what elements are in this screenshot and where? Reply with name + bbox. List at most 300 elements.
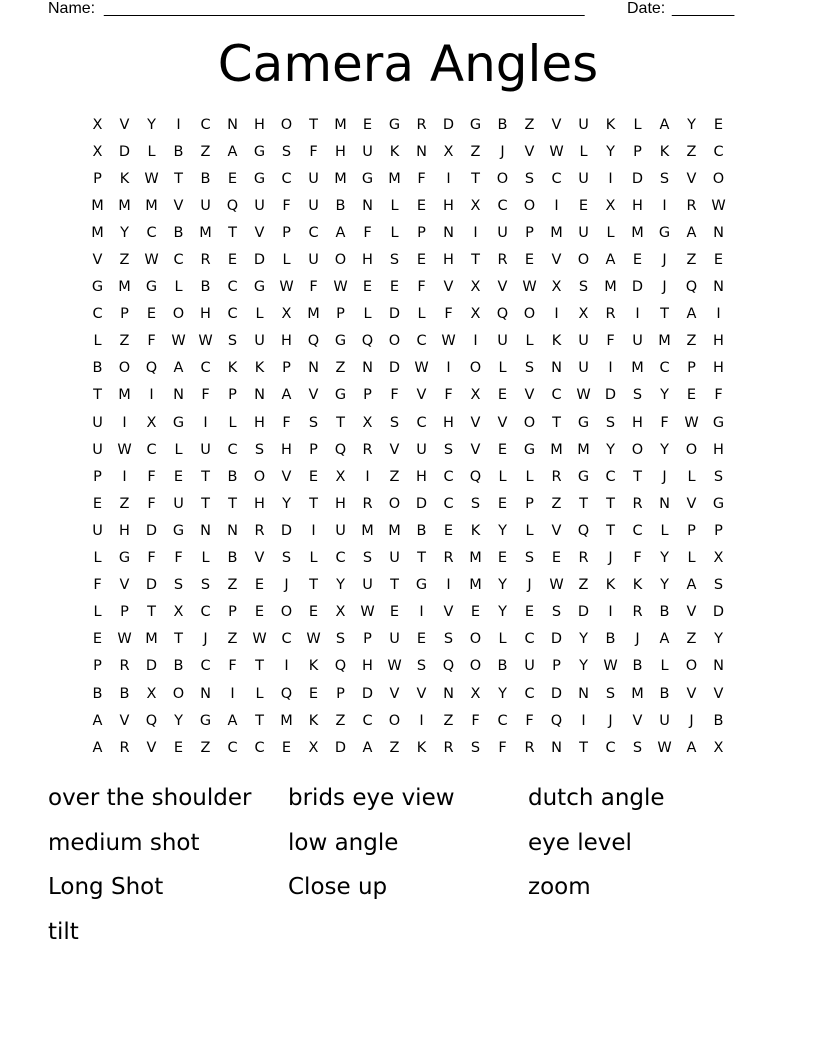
grid-letter[interactable]: R (605, 306, 616, 323)
grid-letter[interactable]: U (578, 333, 589, 350)
grid-letter[interactable]: W (144, 252, 159, 269)
grid-letter[interactable]: V (524, 143, 535, 160)
grid-letter[interactable]: T (417, 550, 426, 567)
grid-letter[interactable]: Z (686, 143, 697, 160)
grid-letter[interactable]: G (658, 224, 671, 241)
grid-letter[interactable]: U (254, 197, 265, 214)
grid-letter[interactable]: L (228, 414, 237, 431)
grid-letter[interactable]: P (336, 306, 345, 323)
grid-letter[interactable]: D (577, 604, 590, 621)
grid-letter[interactable]: T (174, 170, 183, 187)
grid-letter[interactable]: M (118, 387, 131, 404)
grid-letter[interactable]: C (173, 252, 184, 269)
grid-letter[interactable]: B (605, 631, 616, 648)
grid-letter[interactable]: M (145, 631, 158, 648)
grid-letter[interactable]: L (660, 658, 669, 675)
grid-letter[interactable]: K (227, 360, 238, 377)
grid-letter[interactable]: U (335, 522, 346, 539)
grid-letter[interactable]: V (119, 577, 130, 594)
grid-letter[interactable]: T (660, 306, 669, 323)
grid-letter[interactable]: P (417, 224, 426, 241)
grid-letter[interactable]: M (604, 279, 617, 296)
grid-letter[interactable]: E (173, 468, 184, 485)
grid-letter[interactable]: M (118, 197, 131, 214)
grid-letter[interactable]: D (442, 116, 455, 133)
grid-letter[interactable]: W (549, 143, 564, 160)
grid-letter[interactable]: K (632, 577, 643, 594)
grid-letter[interactable]: L (525, 468, 534, 485)
grid-letter[interactable]: G (334, 333, 347, 350)
grid-letter[interactable]: Q (361, 333, 374, 350)
grid-letter[interactable]: K (551, 333, 562, 350)
grid-letter[interactable]: S (281, 143, 292, 160)
grid-letter[interactable]: R (443, 550, 454, 567)
grid-letter[interactable]: S (200, 577, 211, 594)
grid-letter[interactable]: O (469, 360, 482, 377)
grid-letter[interactable]: B (200, 279, 211, 296)
grid-letter[interactable]: Y (660, 387, 669, 404)
grid-letter[interactable]: Q (145, 712, 158, 729)
grid-letter[interactable]: G (145, 279, 158, 296)
grid-letter[interactable]: J (662, 279, 667, 296)
grid-letter[interactable]: T (309, 495, 318, 512)
grid-letter[interactable]: N (227, 116, 238, 133)
grid-letter[interactable]: G (172, 522, 185, 539)
grid-letter[interactable]: O (712, 170, 725, 187)
grid-letter[interactable]: X (362, 414, 373, 431)
grid-letter[interactable]: G (253, 170, 266, 187)
grid-letter[interactable]: S (524, 170, 535, 187)
grid-letter[interactable]: O (118, 360, 131, 377)
grid-letter[interactable]: O (496, 170, 509, 187)
grid-letter[interactable]: O (388, 333, 401, 350)
grid-letter[interactable]: P (120, 604, 129, 621)
grid-letter[interactable]: O (631, 441, 644, 458)
grid-letter[interactable]: F (390, 387, 399, 404)
grid-letter[interactable]: C (146, 224, 157, 241)
grid-letter[interactable]: Z (119, 333, 130, 350)
grid-letter[interactable]: N (254, 387, 265, 404)
grid-letter[interactable]: W (279, 279, 294, 296)
grid-letter[interactable]: T (228, 495, 237, 512)
grid-letter[interactable]: X (470, 387, 481, 404)
grid-letter[interactable]: X (470, 197, 481, 214)
grid-letter[interactable]: F (309, 279, 318, 296)
grid-letter[interactable]: L (606, 224, 615, 241)
grid-letter[interactable]: E (362, 279, 373, 296)
grid-letter[interactable]: I (122, 414, 127, 431)
grid-letter[interactable]: B (119, 685, 130, 702)
grid-letter[interactable]: X (146, 685, 157, 702)
grid-letter[interactable]: G (577, 468, 590, 485)
grid-letter[interactable]: E (227, 252, 238, 269)
grid-letter[interactable]: T (228, 224, 237, 241)
grid-letter[interactable]: C (281, 631, 292, 648)
grid-letter[interactable]: M (550, 224, 563, 241)
grid-letter[interactable]: F (660, 414, 669, 431)
grid-letter[interactable]: G (388, 116, 401, 133)
grid-letter[interactable]: R (551, 468, 562, 485)
grid-letter[interactable]: U (200, 197, 211, 214)
grid-letter[interactable]: B (659, 685, 670, 702)
grid-letter[interactable]: C (281, 170, 292, 187)
grid-letter[interactable]: G (118, 550, 131, 567)
grid-letter[interactable]: T (471, 170, 480, 187)
grid-letter[interactable]: O (469, 658, 482, 675)
grid-letter[interactable]: A (686, 577, 697, 594)
grid-letter[interactable]: A (92, 739, 103, 756)
grid-letter[interactable]: U (497, 224, 508, 241)
grid-letter[interactable]: R (416, 116, 427, 133)
grid-letter[interactable]: S (713, 577, 724, 594)
grid-letter[interactable]: Y (579, 631, 588, 648)
grid-letter[interactable]: D (604, 387, 617, 404)
grid-letter[interactable]: E (713, 116, 724, 133)
grid-letter[interactable]: C (524, 631, 535, 648)
grid-letter[interactable]: Z (200, 739, 211, 756)
grid-letter[interactable]: E (416, 197, 427, 214)
grid-letter[interactable]: F (714, 387, 723, 404)
grid-letter[interactable]: C (200, 360, 211, 377)
grid-letter[interactable]: V (254, 550, 265, 567)
grid-letter[interactable]: J (284, 577, 289, 594)
name-field[interactable]: ______________________________________________________ (104, 0, 585, 17)
grid-letter[interactable]: I (473, 224, 478, 241)
grid-letter[interactable]: I (446, 577, 451, 594)
grid-letter[interactable]: W (657, 739, 672, 756)
grid-letter[interactable]: T (552, 414, 561, 431)
grid-letter[interactable]: R (632, 495, 643, 512)
grid-letter[interactable]: N (713, 279, 724, 296)
grid-letter[interactable]: A (659, 116, 670, 133)
grid-letter[interactable]: Z (524, 116, 535, 133)
grid-letter[interactable]: H (200, 306, 211, 323)
grid-letter[interactable]: Q (280, 685, 293, 702)
grid-letter[interactable]: F (228, 658, 237, 675)
grid-letter[interactable]: B (497, 116, 508, 133)
grid-letter[interactable]: S (524, 360, 535, 377)
grid-letter[interactable]: C (524, 685, 535, 702)
grid-letter[interactable]: R (443, 739, 454, 756)
grid-letter[interactable]: X (470, 306, 481, 323)
grid-letter[interactable]: A (173, 360, 184, 377)
grid-letter[interactable]: R (119, 739, 130, 756)
grid-letter[interactable]: P (633, 143, 642, 160)
grid-letter[interactable]: T (633, 468, 642, 485)
grid-letter[interactable]: P (363, 631, 372, 648)
grid-letter[interactable]: G (91, 279, 104, 296)
grid-letter[interactable]: J (608, 712, 613, 729)
grid-letter[interactable]: H (416, 468, 427, 485)
grid-letter[interactable]: Y (498, 604, 507, 621)
grid-letter[interactable]: C (605, 468, 616, 485)
grid-letter[interactable]: I (635, 306, 640, 323)
grid-letter[interactable]: V (308, 387, 319, 404)
grid-letter[interactable]: D (631, 170, 644, 187)
grid-letter[interactable]: B (497, 658, 508, 675)
grid-letter[interactable]: F (525, 712, 534, 729)
grid-letter[interactable]: D (253, 252, 266, 269)
grid-letter[interactable]: I (122, 468, 127, 485)
grid-letter[interactable]: I (554, 197, 559, 214)
grid-letter[interactable]: F (201, 387, 210, 404)
grid-letter[interactable]: W (117, 631, 132, 648)
grid-letter[interactable]: R (362, 495, 373, 512)
grid-letter[interactable]: M (550, 441, 563, 458)
grid-letter[interactable]: R (524, 739, 535, 756)
grid-letter[interactable]: U (92, 522, 103, 539)
grid-letter[interactable]: U (389, 631, 400, 648)
grid-letter[interactable]: W (684, 414, 699, 431)
grid-letter[interactable]: E (524, 252, 535, 269)
grid-letter[interactable]: I (608, 360, 613, 377)
grid-letter[interactable]: S (470, 495, 481, 512)
grid-letter[interactable]: M (388, 522, 401, 539)
grid-letter[interactable]: H (119, 522, 130, 539)
grid-letter[interactable]: U (389, 550, 400, 567)
grid-letter[interactable]: G (415, 577, 428, 594)
grid-letter[interactable]: V (713, 685, 724, 702)
grid-letter[interactable]: K (605, 577, 616, 594)
grid-letter[interactable]: W (711, 197, 726, 214)
grid-letter[interactable]: M (145, 197, 158, 214)
grid-letter[interactable]: V (686, 604, 697, 621)
grid-letter[interactable]: N (659, 495, 670, 512)
grid-letter[interactable]: O (334, 252, 347, 269)
grid-letter[interactable]: T (579, 495, 588, 512)
grid-letter[interactable]: A (362, 739, 373, 756)
grid-letter[interactable]: Y (498, 577, 507, 594)
grid-letter[interactable]: C (551, 170, 562, 187)
grid-letter[interactable]: T (201, 495, 210, 512)
grid-letter[interactable]: G (334, 387, 347, 404)
grid-letter[interactable]: C (605, 739, 616, 756)
grid-letter[interactable]: E (497, 550, 508, 567)
grid-letter[interactable]: H (443, 414, 454, 431)
grid-letter[interactable]: S (524, 550, 535, 567)
grid-letter[interactable]: E (713, 252, 724, 269)
grid-letter[interactable]: O (577, 252, 590, 269)
grid-letter[interactable]: M (280, 712, 293, 729)
grid-letter[interactable]: T (255, 658, 264, 675)
grid-letter[interactable]: P (336, 685, 345, 702)
grid-letter[interactable]: E (92, 631, 103, 648)
grid-letter[interactable]: T (93, 387, 102, 404)
grid-letter[interactable]: S (659, 170, 670, 187)
grid-letter[interactable]: V (632, 712, 643, 729)
grid-letter[interactable]: C (146, 441, 157, 458)
grid-letter[interactable]: T (606, 495, 615, 512)
grid-letter[interactable]: O (523, 414, 536, 431)
grid-letter[interactable]: Y (660, 550, 669, 567)
grid-letter[interactable]: X (92, 116, 103, 133)
grid-letter[interactable]: U (578, 116, 589, 133)
grid-letter[interactable]: K (470, 522, 481, 539)
grid-letter[interactable]: E (308, 685, 319, 702)
grid-letter[interactable]: D (550, 685, 563, 702)
grid-letter[interactable]: X (443, 143, 454, 160)
grid-letter[interactable]: N (443, 685, 454, 702)
grid-letter[interactable]: L (687, 550, 696, 567)
grid-letter[interactable]: L (417, 306, 426, 323)
grid-letter[interactable]: I (608, 170, 613, 187)
grid-letter[interactable]: E (254, 577, 265, 594)
grid-letter[interactable]: R (254, 522, 265, 539)
grid-letter[interactable]: W (603, 658, 618, 675)
grid-letter[interactable]: V (92, 252, 103, 269)
grid-letter[interactable]: H (362, 658, 373, 675)
grid-letter[interactable]: K (389, 143, 400, 160)
grid-letter[interactable]: V (470, 441, 481, 458)
grid-letter[interactable]: K (254, 360, 265, 377)
grid-letter[interactable]: A (335, 224, 346, 241)
grid-letter[interactable]: W (414, 360, 429, 377)
grid-letter[interactable]: M (199, 224, 212, 241)
grid-letter[interactable]: T (309, 577, 318, 594)
grid-letter[interactable]: H (254, 414, 265, 431)
grid-letter[interactable]: K (119, 170, 130, 187)
grid-letter[interactable]: C (497, 712, 508, 729)
grid-letter[interactable]: U (92, 441, 103, 458)
grid-letter[interactable]: V (119, 116, 130, 133)
grid-letter[interactable]: Q (469, 468, 482, 485)
grid-letter[interactable]: E (497, 387, 508, 404)
grid-letter[interactable]: T (147, 604, 156, 621)
grid-letter[interactable]: T (579, 739, 588, 756)
grid-letter[interactable]: C (200, 604, 211, 621)
grid-letter[interactable]: M (91, 224, 104, 241)
date-field[interactable]: _______ (672, 0, 735, 17)
grid-letter[interactable]: X (470, 279, 481, 296)
grid-letter[interactable]: H (362, 252, 373, 269)
grid-letter[interactable]: M (631, 685, 644, 702)
grid-letter[interactable]: P (687, 522, 696, 539)
grid-letter[interactable]: G (253, 143, 266, 160)
grid-letter[interactable]: T (201, 468, 210, 485)
grid-letter[interactable]: V (524, 387, 535, 404)
grid-letter[interactable]: E (578, 197, 589, 214)
grid-letter[interactable]: V (443, 604, 454, 621)
grid-letter[interactable]: Y (687, 116, 696, 133)
grid-letter[interactable]: U (200, 441, 211, 458)
grid-letter[interactable]: E (389, 604, 400, 621)
grid-letter[interactable]: T (255, 712, 264, 729)
grid-letter[interactable]: I (365, 468, 370, 485)
grid-letter[interactable]: F (309, 143, 318, 160)
grid-letter[interactable]: L (147, 143, 156, 160)
grid-letter[interactable]: U (578, 170, 589, 187)
grid-letter[interactable]: D (145, 658, 158, 675)
grid-letter[interactable]: I (446, 360, 451, 377)
grid-letter[interactable]: X (551, 279, 562, 296)
grid-letter[interactable]: W (171, 333, 186, 350)
grid-letter[interactable]: I (419, 604, 424, 621)
grid-letter[interactable]: Z (227, 577, 238, 594)
grid-letter[interactable]: O (685, 658, 698, 675)
grid-letter[interactable]: C (551, 387, 562, 404)
grid-letter[interactable]: L (363, 306, 372, 323)
grid-letter[interactable]: J (689, 712, 694, 729)
grid-letter[interactable]: Y (660, 577, 669, 594)
grid-letter[interactable]: Q (442, 658, 455, 675)
grid-letter[interactable]: H (335, 495, 346, 512)
grid-letter[interactable]: P (120, 306, 129, 323)
grid-letter[interactable]: S (713, 468, 724, 485)
grid-letter[interactable]: H (281, 333, 292, 350)
grid-letter[interactable]: Y (498, 522, 507, 539)
grid-letter[interactable]: O (388, 495, 401, 512)
grid-letter[interactable]: L (174, 441, 183, 458)
grid-letter[interactable]: U (173, 495, 184, 512)
grid-letter[interactable]: O (388, 712, 401, 729)
grid-letter[interactable]: T (471, 252, 480, 269)
grid-letter[interactable]: F (147, 333, 156, 350)
grid-letter[interactable]: H (335, 143, 346, 160)
grid-letter[interactable]: V (470, 414, 481, 431)
grid-letter[interactable]: Y (147, 116, 156, 133)
grid-letter[interactable]: Y (579, 658, 588, 675)
grid-letter[interactable]: F (498, 739, 507, 756)
grid-letter[interactable]: I (176, 116, 181, 133)
grid-letter[interactable]: S (578, 279, 589, 296)
grid-letter[interactable]: U (578, 360, 589, 377)
grid-letter[interactable]: Q (496, 306, 509, 323)
grid-letter[interactable]: W (333, 279, 348, 296)
grid-letter[interactable]: U (578, 224, 589, 241)
grid-letter[interactable]: H (443, 252, 454, 269)
grid-letter[interactable]: F (282, 197, 291, 214)
grid-letter[interactable]: E (173, 739, 184, 756)
grid-letter[interactable]: P (228, 387, 237, 404)
grid-letter[interactable]: C (335, 550, 346, 567)
grid-letter[interactable]: Y (660, 441, 669, 458)
grid-letter[interactable]: E (524, 604, 535, 621)
grid-letter[interactable]: K (659, 143, 670, 160)
grid-letter[interactable]: O (253, 468, 266, 485)
grid-letter[interactable]: V (146, 739, 157, 756)
grid-letter[interactable]: E (254, 604, 265, 621)
grid-letter[interactable]: U (497, 333, 508, 350)
grid-letter[interactable]: Q (550, 712, 563, 729)
grid-letter[interactable]: C (443, 468, 454, 485)
grid-letter[interactable]: A (281, 387, 292, 404)
grid-letter[interactable]: S (281, 550, 292, 567)
grid-letter[interactable]: X (173, 604, 184, 621)
grid-letter[interactable]: B (92, 360, 103, 377)
grid-letter[interactable]: R (632, 604, 643, 621)
grid-letter[interactable]: V (173, 197, 184, 214)
grid-letter[interactable]: B (632, 658, 643, 675)
grid-letter[interactable]: B (713, 712, 724, 729)
grid-letter[interactable]: F (147, 550, 156, 567)
grid-letter[interactable]: S (632, 739, 643, 756)
grid-letter[interactable]: W (387, 658, 402, 675)
grid-letter[interactable]: M (91, 197, 104, 214)
grid-letter[interactable]: Y (336, 577, 345, 594)
grid-letter[interactable]: F (444, 387, 453, 404)
grid-letter[interactable]: S (254, 441, 265, 458)
grid-letter[interactable]: Q (307, 333, 320, 350)
grid-letter[interactable]: N (200, 685, 211, 702)
grid-letter[interactable]: G (712, 495, 725, 512)
grid-letter[interactable]: G (172, 414, 185, 431)
grid-letter[interactable]: L (498, 468, 507, 485)
grid-letter[interactable]: N (713, 224, 724, 241)
grid-letter[interactable]: C (497, 197, 508, 214)
grid-letter[interactable]: V (389, 441, 400, 458)
grid-letter[interactable]: B (92, 685, 103, 702)
grid-letter[interactable]: Q (334, 658, 347, 675)
